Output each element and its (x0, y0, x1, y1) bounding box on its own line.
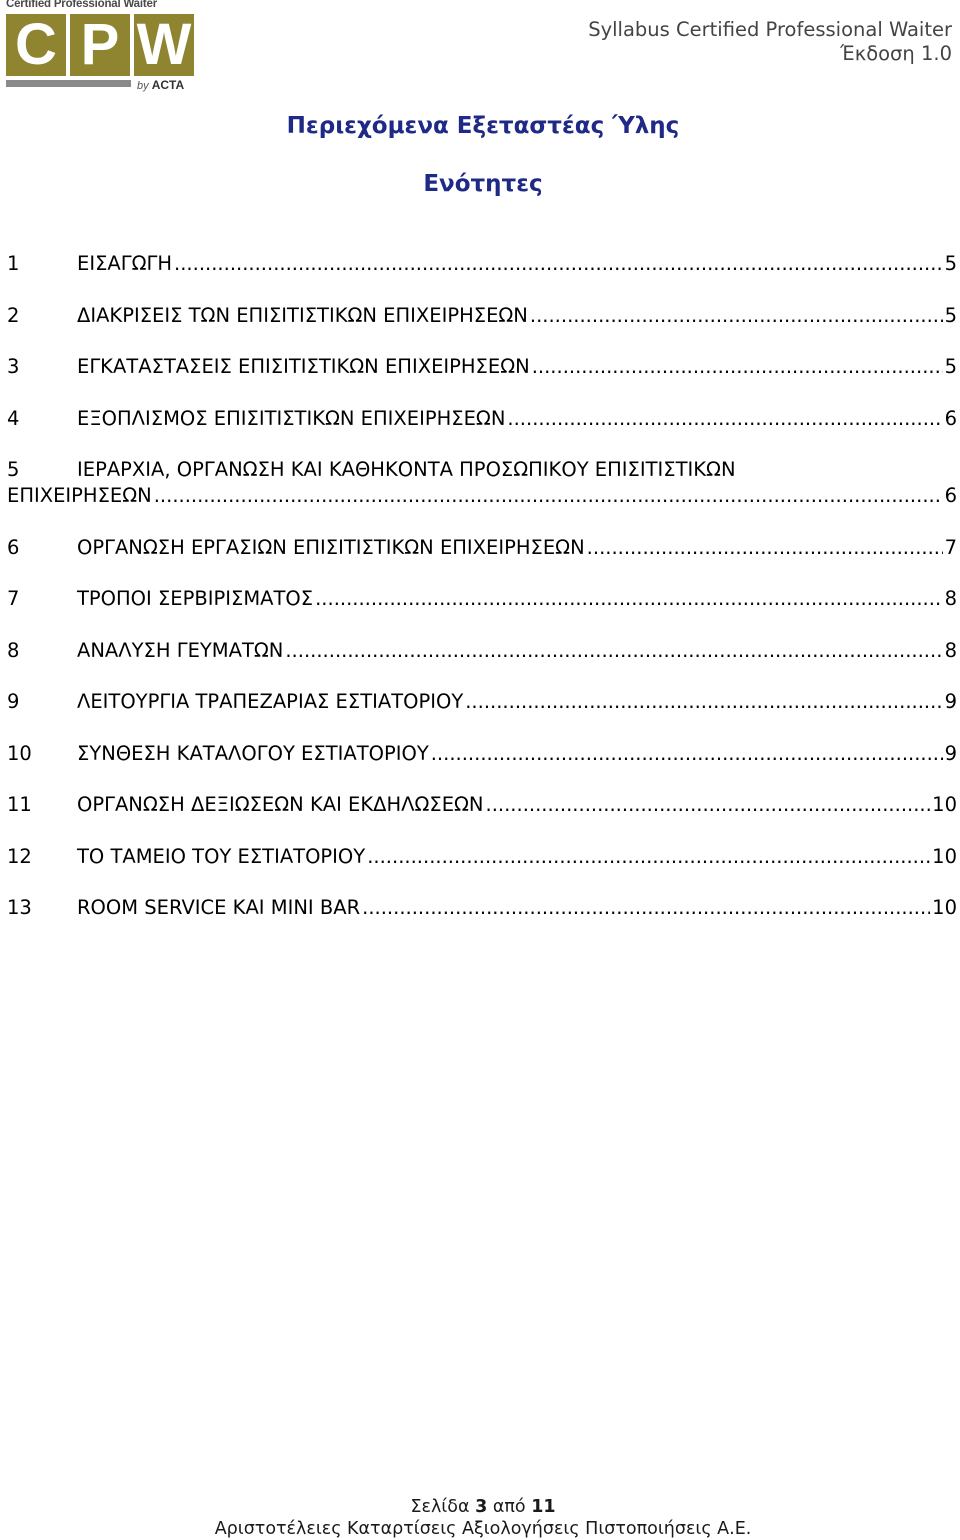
toc-title: ΤΟ ΤΑΜΕΙΟ ΤΟΥ ΕΣΤΙΑΤΟΡΙΟΥ (77, 844, 366, 868)
toc-number: 10 (7, 741, 32, 765)
toc-number: 7 (7, 587, 20, 610)
section-subtitle: Ενότητες (423, 171, 543, 197)
toc-leader-dots (174, 251, 943, 277)
toc-page-number: 6 (944, 406, 957, 430)
toc-entry[interactable] (7, 303, 957, 329)
page-total: 11 (531, 1497, 556, 1517)
toc-number: 12 (7, 844, 32, 868)
logo-letter-c: C (6, 14, 66, 76)
toc-page-number: 7 (944, 535, 957, 559)
toc-title: ΛΕΙΤΟΥΡΓΙΑ ΤΡΑΠΕΖΑΡΙΑΣ ΕΣΤΙΑΤΟΡΙΟΥ (77, 690, 464, 713)
toc-number: 1 (7, 252, 20, 275)
toc-page-number: 5 (944, 252, 957, 275)
toc-title: ΟΡΓΑΝΩΣΗ ΕΡΓΑΣΙΩΝ ΕΠΙΣΙΤΙΣΤΙΚΩΝ ΕΠΙΧΕΙΡΗΣΕΩΝ (77, 535, 585, 559)
toc-entry[interactable] (7, 844, 957, 870)
toc-leader-dots (154, 483, 943, 509)
toc-number: 4 (7, 406, 20, 430)
toc-title: ΑΝΑΛΥΣΗ ΓΕΥΜΑΤΩΝ (77, 638, 284, 662)
table-of-contents (7, 251, 957, 947)
toc-page-number: 5 (944, 303, 957, 327)
toc-number: 9 (7, 690, 20, 713)
toc-entry[interactable] (7, 638, 957, 664)
toc-title: ΙΕΡΑΡΧΙΑ, ΟΡΓΑΝΩΣΗ ΚΑΙ ΚΑΘΗΚΟΝΤΑ ΠΡΟΣΩΠΙΚΟΥ ΕΠΙΣΙΤΙΣΤΙΚΩΝ (77, 458, 736, 481)
toc-leader-dots (587, 535, 943, 561)
toc-number: 2 (7, 303, 20, 327)
toc-entry[interactable] (7, 457, 957, 509)
toc-number: 13 (7, 896, 32, 919)
toc-title: ΔΙΑΚΡΙΣΕΙΣ ΤΩΝ ΕΠΙΣΙΤΙΣΤΙΚΩΝ ΕΠΙΧΕΙΡΗΣΕΩΝ (77, 303, 528, 327)
version-label: Έκδοση 1.0 (840, 42, 952, 65)
logo-letter-w: W (134, 14, 194, 76)
logo-by-word: by (137, 80, 149, 92)
logo-letter-boxes (6, 14, 194, 76)
toc-page-number: 10 (932, 793, 957, 816)
toc-entry[interactable] (7, 406, 957, 432)
company-name: Αριστοτέλειες Καταρτίσεις Αξιολογήσεις Πιστοποιήσεις Α.Ε. (214, 1519, 752, 1539)
toc-entry[interactable] (7, 251, 957, 277)
toc-leader-dots (486, 792, 931, 818)
toc-title-continued: ΕΠΙΧΕΙΡΗΣΕΩΝ (7, 484, 152, 507)
toc-page-number: 10 (932, 896, 957, 919)
toc-title: ΕΓΚΑΤΑΣΤΑΣΕΙΣ ΕΠΙΣΙΤΙΣΤΙΚΩΝ ΕΠΙΧΕΙΡΗΣΕΩΝ (77, 355, 530, 378)
toc-title: ROOM SERVICE ΚΑΙ MINI BAR (77, 896, 361, 919)
toc-number: 8 (7, 638, 20, 662)
toc-number: 11 (7, 793, 32, 816)
toc-page-number: 9 (944, 741, 957, 765)
toc-leader-dots (315, 586, 942, 612)
logo-certified-text: Certified Professional Waiter (6, 0, 157, 10)
toc-leader-dots (507, 406, 942, 432)
cpw-logo (6, 0, 196, 96)
toc-page-number: 6 (944, 484, 957, 507)
toc-entry[interactable] (7, 535, 957, 561)
logo-underline-bar (6, 80, 131, 87)
toc-entry[interactable] (7, 895, 957, 921)
toc-entry[interactable] (7, 354, 957, 380)
logo-brand: ACTA (151, 78, 185, 92)
toc-title: ΕΞΟΠΛΙΣΜΟΣ ΕΠΙΣΙΤΙΣΤΙΚΩΝ ΕΠΙΧΕΙΡΗΣΕΩΝ (77, 406, 506, 430)
toc-leader-dots (367, 844, 930, 870)
toc-leader-dots (530, 303, 943, 329)
logo-by-acta (137, 78, 184, 92)
toc-page-number: 8 (944, 638, 957, 662)
toc-number: 6 (7, 535, 20, 559)
toc-page-number: 9 (944, 690, 957, 713)
toc-leader-dots (532, 354, 943, 380)
page-current: 3 (475, 1497, 488, 1517)
page-middle: από (492, 1497, 526, 1517)
syllabus-title: Syllabus Certified Professional Waiter (588, 18, 952, 41)
toc-title: ΟΡΓΑΝΩΣΗ ΔΕΞΙΩΣΕΩΝ ΚΑΙ ΕΚΔΗΛΩΣΕΩΝ (77, 793, 484, 816)
toc-entry[interactable] (7, 741, 957, 767)
toc-leader-dots (285, 638, 942, 664)
toc-entry[interactable] (7, 792, 957, 818)
toc-number: 3 (7, 355, 20, 378)
toc-title: ΤΡΟΠΟΙ ΣΕΡΒΙΡΙΣΜΑΤΟΣ (77, 587, 314, 610)
toc-number: 5 (7, 458, 20, 481)
toc-entry[interactable] (7, 586, 957, 612)
toc-title: ΕΙΣΑΓΩΓΗ (77, 252, 173, 275)
toc-entry[interactable] (7, 689, 957, 715)
page-title: Περιεχόμενα Εξεταστέας Ύλης (286, 113, 680, 139)
page-number (0, 1497, 960, 1517)
toc-page-number: 10 (932, 844, 957, 868)
toc-page-number: 8 (944, 587, 957, 610)
toc-leader-dots (431, 741, 943, 767)
toc-title: ΣΥΝΘΕΣΗ ΚΑΤΑΛΟΓΟΥ ΕΣΤΙΑΤΟΡΙΟΥ (77, 741, 429, 765)
toc-leader-dots (362, 895, 930, 921)
toc-leader-dots (465, 689, 942, 715)
toc-page-number: 5 (944, 355, 957, 378)
logo-letter-p: P (70, 14, 130, 76)
document-header (588, 18, 952, 66)
page-prefix: Σελίδα (410, 1497, 470, 1517)
